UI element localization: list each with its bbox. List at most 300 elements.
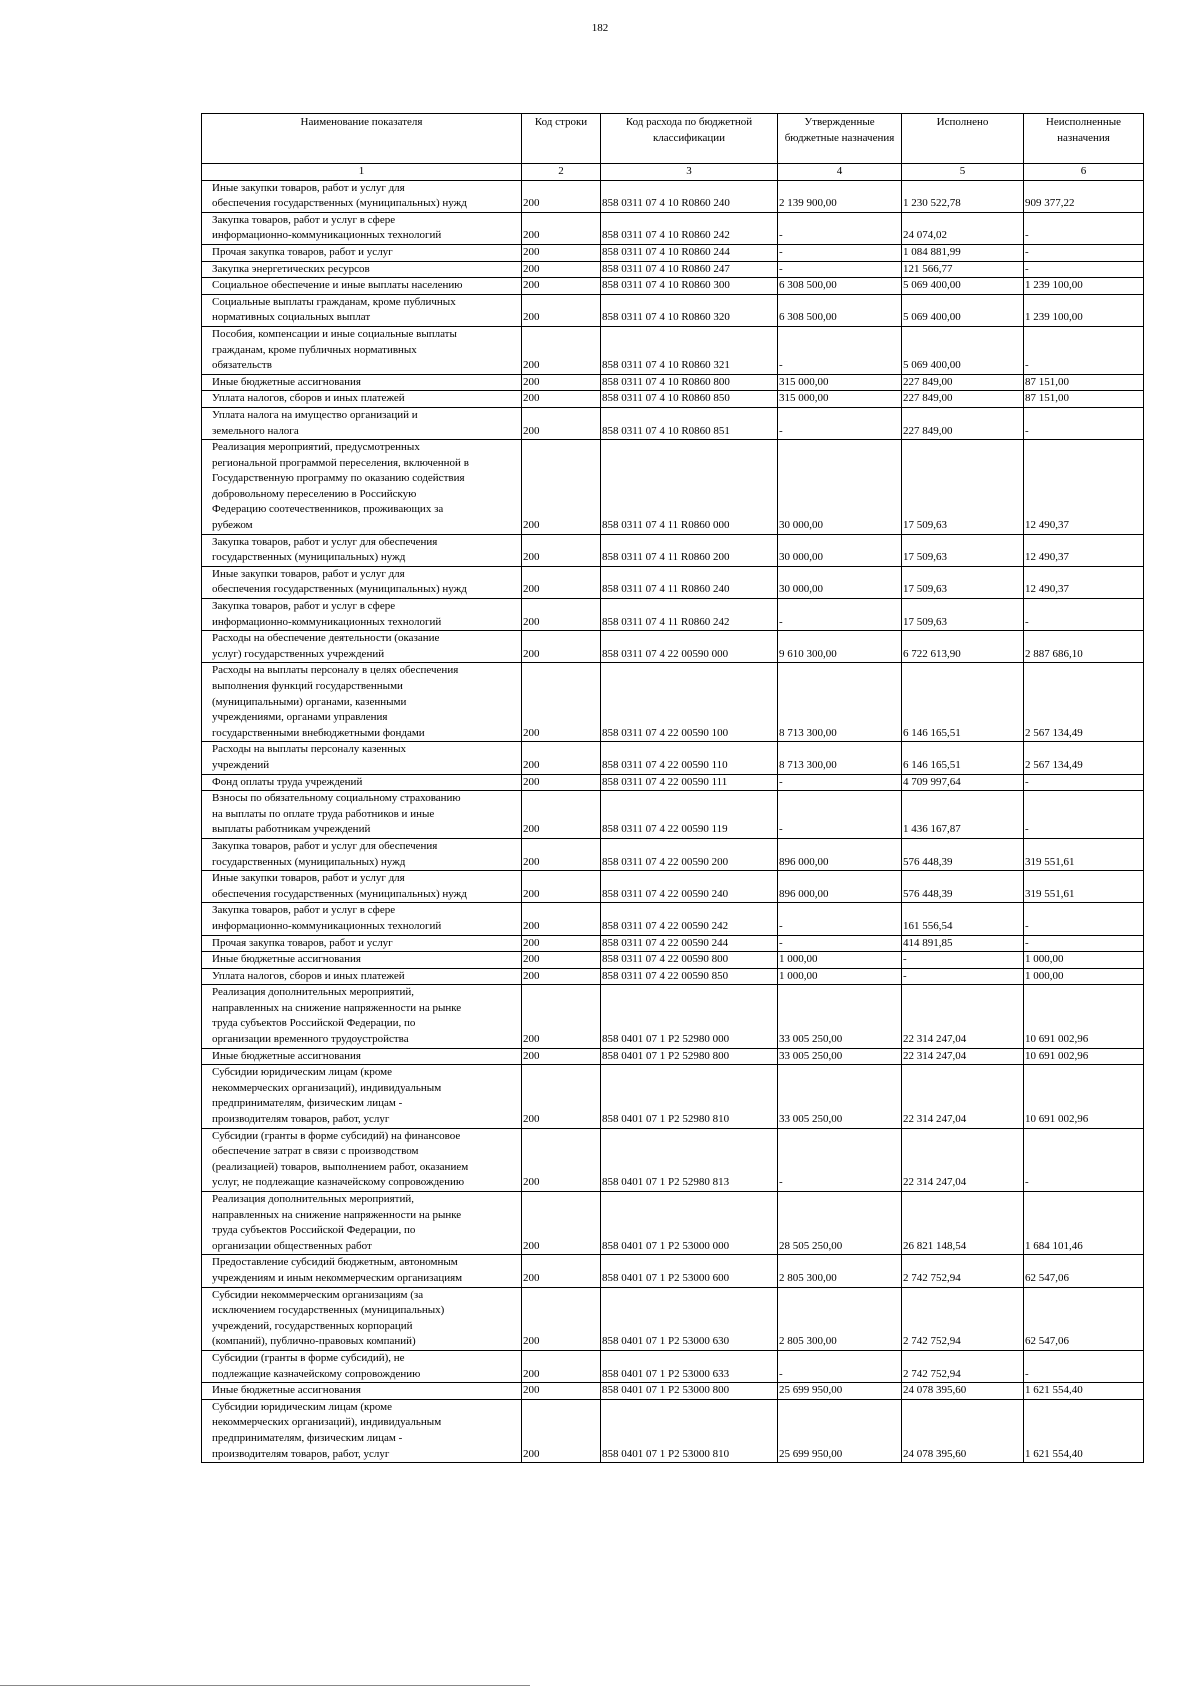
row-executed: 22 314 247,04 xyxy=(902,1065,1024,1128)
row-unexecuted: 1 684 101,46 xyxy=(1024,1192,1144,1255)
table-row xyxy=(202,566,1144,598)
row-name-line: Иные закупки товаров, работ и услуг для xyxy=(212,872,405,885)
row-unexecuted: - xyxy=(1024,212,1144,244)
row-expense-code: 858 0401 07 1 P2 53000 633 xyxy=(601,1350,778,1382)
table-row xyxy=(202,244,1144,261)
row-executed: 5 069 400,00 xyxy=(902,326,1024,374)
table-row xyxy=(202,212,1144,244)
row-name xyxy=(202,440,522,535)
row-line-code: 200 xyxy=(522,1128,601,1191)
table-row xyxy=(202,278,1144,295)
row-name xyxy=(202,1399,522,1462)
table-row xyxy=(202,294,1144,326)
table-row xyxy=(202,1399,1144,1462)
row-unexecuted: 87 151,00 xyxy=(1024,374,1144,391)
table-row xyxy=(202,599,1144,631)
row-name-line: Субсидии юридическим лицам (кроме xyxy=(212,1400,393,1413)
row-unexecuted: - xyxy=(1024,261,1144,278)
row-unexecuted: 1 000,00 xyxy=(1024,968,1144,985)
table-row xyxy=(202,180,1144,212)
row-line-code: 200 xyxy=(522,407,601,439)
row-approved: 30 000,00 xyxy=(778,566,902,598)
row-name-line: учреждениям и иным некоммерческим организациям xyxy=(212,1271,463,1284)
row-name xyxy=(202,871,522,903)
row-approved: 8 713 300,00 xyxy=(778,663,902,742)
row-executed: 6 146 165,51 xyxy=(902,663,1024,742)
table-row xyxy=(202,440,1144,535)
header-executed: Исполнено xyxy=(902,114,1024,164)
row-name-line: Закупка товаров, работ и услуг в сфере xyxy=(212,904,396,917)
table-row xyxy=(202,374,1144,391)
row-name xyxy=(202,326,522,374)
row-name xyxy=(202,180,522,212)
row-name-line: Социальное обеспечение и иные выплаты населению xyxy=(212,279,463,292)
row-expense-code: 858 0311 07 4 22 00590 244 xyxy=(601,935,778,952)
row-expense-code: 858 0311 07 4 22 00590 111 xyxy=(601,774,778,791)
row-executed: 17 509,63 xyxy=(902,599,1024,631)
row-executed: 576 448,39 xyxy=(902,838,1024,870)
row-unexecuted: 87 151,00 xyxy=(1024,391,1144,408)
row-approved: 25 699 950,00 xyxy=(778,1399,902,1462)
table-row xyxy=(202,326,1144,374)
row-name-line: обеспечение затрат в связи с производством xyxy=(212,1145,419,1158)
table-row xyxy=(202,631,1144,663)
row-approved: - xyxy=(778,244,902,261)
row-unexecuted: 1 621 554,40 xyxy=(1024,1399,1144,1462)
row-name-line: государственных (муниципальных) нужд xyxy=(212,551,406,564)
row-executed: 1 230 522,78 xyxy=(902,180,1024,212)
row-name-line: Фонд оплаты труда учреждений xyxy=(212,775,363,788)
row-executed: 2 742 752,94 xyxy=(902,1350,1024,1382)
row-executed: 17 509,63 xyxy=(902,440,1024,535)
row-approved: - xyxy=(778,1350,902,1382)
row-approved: - xyxy=(778,791,902,839)
row-name-line: Пособия, компенсации и иные социальные выплаты xyxy=(212,327,457,340)
row-name-line: нормативных социальных выплат xyxy=(212,311,371,324)
row-name-line: Взносы по обязательному социальному страхованию xyxy=(212,792,461,805)
row-name-line: предпринимателям, физическим лицам - xyxy=(212,1097,403,1110)
row-name-line: направленных на снижение напряженности на рынке xyxy=(212,1208,462,1221)
row-line-code: 200 xyxy=(522,180,601,212)
row-unexecuted: - xyxy=(1024,326,1144,374)
row-name xyxy=(202,534,522,566)
row-name-line: обеспечения государственных (муниципальных) нужд xyxy=(212,583,467,596)
row-name-line: Уплата налогов, сборов и иных платежей xyxy=(212,969,405,982)
row-name xyxy=(202,791,522,839)
table-row xyxy=(202,1383,1144,1400)
table-row xyxy=(202,1350,1144,1382)
row-expense-code: 858 0401 07 1 P2 53000 800 xyxy=(601,1383,778,1400)
row-name-line: выполнения функций государственными xyxy=(212,680,403,692)
row-name-line: Субсидии (гранты в форме субсидий) на финансовое xyxy=(212,1129,461,1142)
row-name-line: Реализация мероприятий, предусмотренных xyxy=(212,441,420,454)
row-name-line: рубежом xyxy=(212,519,253,532)
page-number: 182 xyxy=(591,22,609,34)
row-unexecuted: - xyxy=(1024,774,1144,791)
table-body xyxy=(202,180,1144,1463)
row-name-line: Уплата налога на имущество организаций и xyxy=(212,408,418,421)
row-line-code: 200 xyxy=(522,935,601,952)
row-unexecuted: 2 887 686,10 xyxy=(1024,631,1144,663)
row-name xyxy=(202,1287,522,1350)
table-row xyxy=(202,871,1144,903)
header-line-code: Код строки xyxy=(522,114,601,164)
row-name-line: направленных на снижение напряженности на рынке xyxy=(212,1001,462,1014)
table-row xyxy=(202,391,1144,408)
row-name-line: учреждений, государственных корпораций xyxy=(212,1319,413,1332)
row-name-line: труда субъектов Российской Федерации, по xyxy=(212,1224,416,1237)
row-name-line: Расходы на обеспечение деятельности (оказание xyxy=(212,632,440,645)
row-approved: - xyxy=(778,1128,902,1191)
row-expense-code: 858 0311 07 4 10 R0860 240 xyxy=(601,180,778,212)
header-approved: Утвержденные бюджетные назначения xyxy=(778,114,902,164)
table-row xyxy=(202,935,1144,952)
row-expense-code: 858 0311 07 4 22 00590 119 xyxy=(601,791,778,839)
row-unexecuted: - xyxy=(1024,244,1144,261)
row-name-line: выплаты работникам учреждений xyxy=(212,823,371,836)
row-unexecuted: - xyxy=(1024,791,1144,839)
row-name xyxy=(202,212,522,244)
row-executed: 414 891,85 xyxy=(902,935,1024,952)
row-line-code: 200 xyxy=(522,1399,601,1462)
row-expense-code: 858 0311 07 4 22 00590 850 xyxy=(601,968,778,985)
row-line-code: 200 xyxy=(522,1192,601,1255)
table-row xyxy=(202,407,1144,439)
table-row xyxy=(202,952,1144,969)
row-approved: - xyxy=(778,326,902,374)
row-unexecuted: 62 547,06 xyxy=(1024,1255,1144,1287)
row-name-line: Иные бюджетные ассигнования xyxy=(212,953,361,966)
column-number: 6 xyxy=(1024,164,1144,181)
row-name xyxy=(202,631,522,663)
row-line-code: 200 xyxy=(522,244,601,261)
row-executed: 227 849,00 xyxy=(902,391,1024,408)
row-name-line: некоммерческих организаций), индивидуальным xyxy=(212,1416,442,1429)
table-row xyxy=(202,1287,1144,1350)
row-expense-code: 858 0311 07 4 11 R0860 200 xyxy=(601,534,778,566)
column-number: 2 xyxy=(522,164,601,181)
row-expense-code: 858 0401 07 1 P2 52980 800 xyxy=(601,1048,778,1065)
row-approved: 1 000,00 xyxy=(778,952,902,969)
table-row xyxy=(202,261,1144,278)
row-name-line: Государственную программу по оказанию содействия xyxy=(212,472,465,485)
row-line-code: 200 xyxy=(522,871,601,903)
row-line-code: 200 xyxy=(522,838,601,870)
row-unexecuted: 2 567 134,49 xyxy=(1024,663,1144,742)
row-line-code: 200 xyxy=(522,212,601,244)
row-executed: 1 084 881,99 xyxy=(902,244,1024,261)
row-name-line: Закупка товаров, работ и услуг для обеспечения xyxy=(212,839,438,852)
row-name xyxy=(202,1065,522,1128)
row-name-line: информационно-коммуникационных технологий xyxy=(212,615,442,628)
row-approved: 25 699 950,00 xyxy=(778,1383,902,1400)
row-expense-code: 858 0311 07 4 10 R0860 321 xyxy=(601,326,778,374)
header-row xyxy=(202,114,1144,164)
row-name xyxy=(202,935,522,952)
row-name xyxy=(202,742,522,774)
row-name-line: Субсидии юридическим лицам (кроме xyxy=(212,1066,393,1079)
row-executed: 6 722 613,90 xyxy=(902,631,1024,663)
row-line-code: 200 xyxy=(522,1287,601,1350)
row-line-code: 200 xyxy=(522,294,601,326)
row-expense-code: 858 0311 07 4 22 00590 110 xyxy=(601,742,778,774)
row-approved: 9 610 300,00 xyxy=(778,631,902,663)
row-name-line: государственных (муниципальных) нужд xyxy=(212,855,406,868)
table-row xyxy=(202,534,1144,566)
row-name-line: Расходы на выплаты персоналу в целях обеспечения xyxy=(212,664,459,677)
row-executed: 26 821 148,54 xyxy=(902,1192,1024,1255)
row-name xyxy=(202,407,522,439)
row-expense-code: 858 0311 07 4 11 R0860 242 xyxy=(601,599,778,631)
row-line-code: 200 xyxy=(522,599,601,631)
row-name xyxy=(202,1350,522,1382)
row-name xyxy=(202,566,522,598)
row-name-line: Реализация дополнительных мероприятий, xyxy=(212,1193,414,1205)
row-name xyxy=(202,294,522,326)
row-expense-code: 858 0311 07 4 10 R0860 800 xyxy=(601,374,778,391)
row-name-line: Уплата налогов, сборов и иных платежей xyxy=(212,392,405,405)
row-name-line: добровольному переселению в Российскую xyxy=(212,487,417,500)
row-name-line: производителям товаров, работ, услуг xyxy=(212,1113,390,1126)
row-line-code: 200 xyxy=(522,566,601,598)
row-name-line: предпринимателям, физическим лицам - xyxy=(212,1431,403,1444)
row-name xyxy=(202,244,522,261)
row-expense-code: 858 0311 07 4 22 00590 800 xyxy=(601,952,778,969)
row-name-line: Реализация дополнительных мероприятий, xyxy=(212,986,414,999)
row-line-code: 200 xyxy=(522,985,601,1048)
row-name-line: обязательств xyxy=(212,359,272,372)
row-approved: - xyxy=(778,774,902,791)
row-unexecuted: 12 490,37 xyxy=(1024,566,1144,598)
row-executed: 22 314 247,04 xyxy=(902,985,1024,1048)
row-name-line: земельного налога xyxy=(212,424,299,437)
row-approved: 2 139 900,00 xyxy=(778,180,902,212)
row-name-line: на выплаты по оплате труда работников и иные xyxy=(212,807,435,820)
row-name-line: обеспечения государственных (муниципальных) нужд xyxy=(212,887,467,900)
row-expense-code: 858 0311 07 4 22 00590 000 xyxy=(601,631,778,663)
row-expense-code: 858 0401 07 1 P2 53000 810 xyxy=(601,1399,778,1462)
row-name-line: государственными внебюджетными фондами xyxy=(212,726,425,739)
row-name-line: организации временного трудоустройства xyxy=(212,1033,409,1046)
row-unexecuted: - xyxy=(1024,935,1144,952)
row-approved: - xyxy=(778,407,902,439)
row-expense-code: 858 0311 07 4 10 R0860 247 xyxy=(601,261,778,278)
row-unexecuted: 1 621 554,40 xyxy=(1024,1383,1144,1400)
row-name xyxy=(202,663,522,742)
row-line-code: 200 xyxy=(522,1383,601,1400)
row-unexecuted: 10 691 002,96 xyxy=(1024,1065,1144,1128)
row-executed: 576 448,39 xyxy=(902,871,1024,903)
row-unexecuted: 319 551,61 xyxy=(1024,838,1144,870)
row-name-line: гражданам, кроме публичных нормативных xyxy=(212,343,417,356)
row-approved: 896 000,00 xyxy=(778,838,902,870)
table-row xyxy=(202,838,1144,870)
row-name xyxy=(202,374,522,391)
row-expense-code: 858 0401 07 1 P2 53000 600 xyxy=(601,1255,778,1287)
row-line-code: 200 xyxy=(522,261,601,278)
row-unexecuted: 12 490,37 xyxy=(1024,534,1144,566)
table-row xyxy=(202,1255,1144,1287)
row-name-line: услуг, не подлежащие казначейскому сопровождению xyxy=(212,1176,465,1189)
row-name-line: Иные бюджетные ассигнования xyxy=(212,1384,361,1397)
row-name-line: информационно-коммуникационных технологий xyxy=(212,919,442,932)
row-executed: 24 078 395,60 xyxy=(902,1399,1024,1462)
row-approved: - xyxy=(778,903,902,935)
row-approved: 33 005 250,00 xyxy=(778,1065,902,1128)
row-line-code: 200 xyxy=(522,391,601,408)
row-approved: 315 000,00 xyxy=(778,374,902,391)
row-line-code: 200 xyxy=(522,631,601,663)
row-approved: 1 000,00 xyxy=(778,968,902,985)
row-unexecuted: 62 547,06 xyxy=(1024,1287,1144,1350)
table-row xyxy=(202,985,1144,1048)
row-name xyxy=(202,391,522,408)
row-approved: - xyxy=(778,935,902,952)
row-name-line: Иные бюджетные ассигнования xyxy=(212,375,361,388)
row-name-line: Закупка энергетических ресурсов xyxy=(212,262,370,275)
row-line-code: 200 xyxy=(522,440,601,535)
table-row xyxy=(202,1192,1144,1255)
row-executed: 4 709 997,64 xyxy=(902,774,1024,791)
row-executed: 227 849,00 xyxy=(902,374,1024,391)
row-approved: 8 713 300,00 xyxy=(778,742,902,774)
table-row xyxy=(202,742,1144,774)
row-executed: 161 556,54 xyxy=(902,903,1024,935)
row-line-code: 200 xyxy=(522,326,601,374)
row-executed: 17 509,63 xyxy=(902,566,1024,598)
row-unexecuted: - xyxy=(1024,407,1144,439)
row-approved: 6 308 500,00 xyxy=(778,278,902,295)
row-name-line: Закупка товаров, работ и услуг в сфере xyxy=(212,213,396,226)
row-name xyxy=(202,278,522,295)
table-row xyxy=(202,1128,1144,1191)
row-executed: 2 742 752,94 xyxy=(902,1255,1024,1287)
row-expense-code: 858 0401 07 1 P2 52980 810 xyxy=(601,1065,778,1128)
row-unexecuted: 10 691 002,96 xyxy=(1024,985,1144,1048)
header-unexecuted: Неисполненные назначения xyxy=(1024,114,1144,164)
row-name xyxy=(202,774,522,791)
row-unexecuted: - xyxy=(1024,1128,1144,1191)
row-approved: 30 000,00 xyxy=(778,440,902,535)
row-name-line: Субсидии (гранты в форме субсидий), не xyxy=(212,1351,405,1364)
row-executed: 5 069 400,00 xyxy=(902,294,1024,326)
row-line-code: 200 xyxy=(522,791,601,839)
row-unexecuted: 12 490,37 xyxy=(1024,440,1144,535)
row-name-line: организации общественных работ xyxy=(212,1239,372,1252)
row-unexecuted: 319 551,61 xyxy=(1024,871,1144,903)
row-name xyxy=(202,1128,522,1191)
row-executed: 22 314 247,04 xyxy=(902,1048,1024,1065)
row-executed: - xyxy=(902,968,1024,985)
row-name-line: обеспечения государственных (муниципальных) нужд xyxy=(212,197,467,210)
row-unexecuted: 1 239 100,00 xyxy=(1024,278,1144,295)
row-executed: 227 849,00 xyxy=(902,407,1024,439)
row-line-code: 200 xyxy=(522,952,601,969)
budget-execution-table xyxy=(201,113,1144,1463)
row-expense-code: 858 0311 07 4 10 R0860 320 xyxy=(601,294,778,326)
row-expense-code: 858 0311 07 4 11 R0860 000 xyxy=(601,440,778,535)
row-name xyxy=(202,1048,522,1065)
row-line-code: 200 xyxy=(522,374,601,391)
row-name xyxy=(202,1192,522,1255)
row-executed: 2 742 752,94 xyxy=(902,1287,1024,1350)
row-name xyxy=(202,903,522,935)
row-name xyxy=(202,1255,522,1287)
header-name: Наименование показателя xyxy=(202,114,522,164)
row-line-code: 200 xyxy=(522,663,601,742)
row-expense-code: 858 0401 07 1 P2 53000 630 xyxy=(601,1287,778,1350)
row-expense-code: 858 0401 07 1 P2 52980 813 xyxy=(601,1128,778,1191)
header-expense-code: Код расхода по бюджетной классификации xyxy=(601,114,778,164)
row-name-line: учреждениями, органами управления xyxy=(212,711,388,724)
row-executed: 22 314 247,04 xyxy=(902,1128,1024,1191)
row-name-line: производителям товаров, работ, услуг xyxy=(212,1447,390,1460)
row-name xyxy=(202,261,522,278)
row-unexecuted: 10 691 002,96 xyxy=(1024,1048,1144,1065)
row-name-line: Закупка товаров, работ и услуг в сфере xyxy=(212,600,396,613)
column-number: 5 xyxy=(902,164,1024,181)
row-expense-code: 858 0311 07 4 10 R0860 244 xyxy=(601,244,778,261)
row-name-line: Предоставление субсидий бюджетным, автономным xyxy=(212,1256,458,1269)
row-line-code: 200 xyxy=(522,534,601,566)
row-name xyxy=(202,968,522,985)
row-name xyxy=(202,599,522,631)
row-expense-code: 858 0401 07 1 P2 52980 000 xyxy=(601,985,778,1048)
row-approved: 6 308 500,00 xyxy=(778,294,902,326)
row-name-line: услуг) государственных учреждений xyxy=(212,647,385,660)
row-line-code: 200 xyxy=(522,278,601,295)
row-approved: 30 000,00 xyxy=(778,534,902,566)
row-expense-code: 858 0311 07 4 10 R0860 850 xyxy=(601,391,778,408)
row-approved: 33 005 250,00 xyxy=(778,985,902,1048)
row-unexecuted: - xyxy=(1024,599,1144,631)
row-unexecuted: - xyxy=(1024,903,1144,935)
row-name-line: учреждений xyxy=(212,758,270,771)
row-line-code: 200 xyxy=(522,774,601,791)
row-executed: 6 146 165,51 xyxy=(902,742,1024,774)
row-expense-code: 858 0311 07 4 22 00590 242 xyxy=(601,903,778,935)
row-name-line: Федерацию соотечественников, проживающих за xyxy=(212,503,444,516)
row-approved: 2 805 300,00 xyxy=(778,1255,902,1287)
row-expense-code: 858 0311 07 4 10 R0860 300 xyxy=(601,278,778,295)
row-expense-code: 858 0311 07 4 22 00590 200 xyxy=(601,838,778,870)
table-row xyxy=(202,903,1144,935)
row-approved: 2 805 300,00 xyxy=(778,1287,902,1350)
row-approved: 896 000,00 xyxy=(778,871,902,903)
row-line-code: 200 xyxy=(522,742,601,774)
row-unexecuted: - xyxy=(1024,1350,1144,1382)
column-number: 3 xyxy=(601,164,778,181)
row-name-line: Закупка товаров, работ и услуг для обеспечения xyxy=(212,535,438,548)
table-row xyxy=(202,791,1144,839)
row-name xyxy=(202,1383,522,1400)
row-name-line: исключением государственных (муниципальных) xyxy=(212,1304,445,1317)
row-name-line: Социальные выплаты гражданам, кроме публичных xyxy=(212,295,456,308)
row-expense-code: 858 0311 07 4 10 R0860 851 xyxy=(601,407,778,439)
row-expense-code: 858 0311 07 4 10 R0860 242 xyxy=(601,212,778,244)
row-unexecuted: 909 377,22 xyxy=(1024,180,1144,212)
row-name-line: Субсидии некоммерческим организациям (за xyxy=(212,1288,424,1301)
row-name-line: Иные закупки товаров, работ и услуг для xyxy=(212,567,405,580)
row-executed: 24 074,02 xyxy=(902,212,1024,244)
row-line-code: 200 xyxy=(522,903,601,935)
row-expense-code: 858 0311 07 4 22 00590 240 xyxy=(601,871,778,903)
row-name-line: Прочая закупка товаров, работ и услуг xyxy=(212,245,393,258)
table-row xyxy=(202,968,1144,985)
row-approved: - xyxy=(778,261,902,278)
row-expense-code: 858 0311 07 4 11 R0860 240 xyxy=(601,566,778,598)
row-line-code: 200 xyxy=(522,968,601,985)
